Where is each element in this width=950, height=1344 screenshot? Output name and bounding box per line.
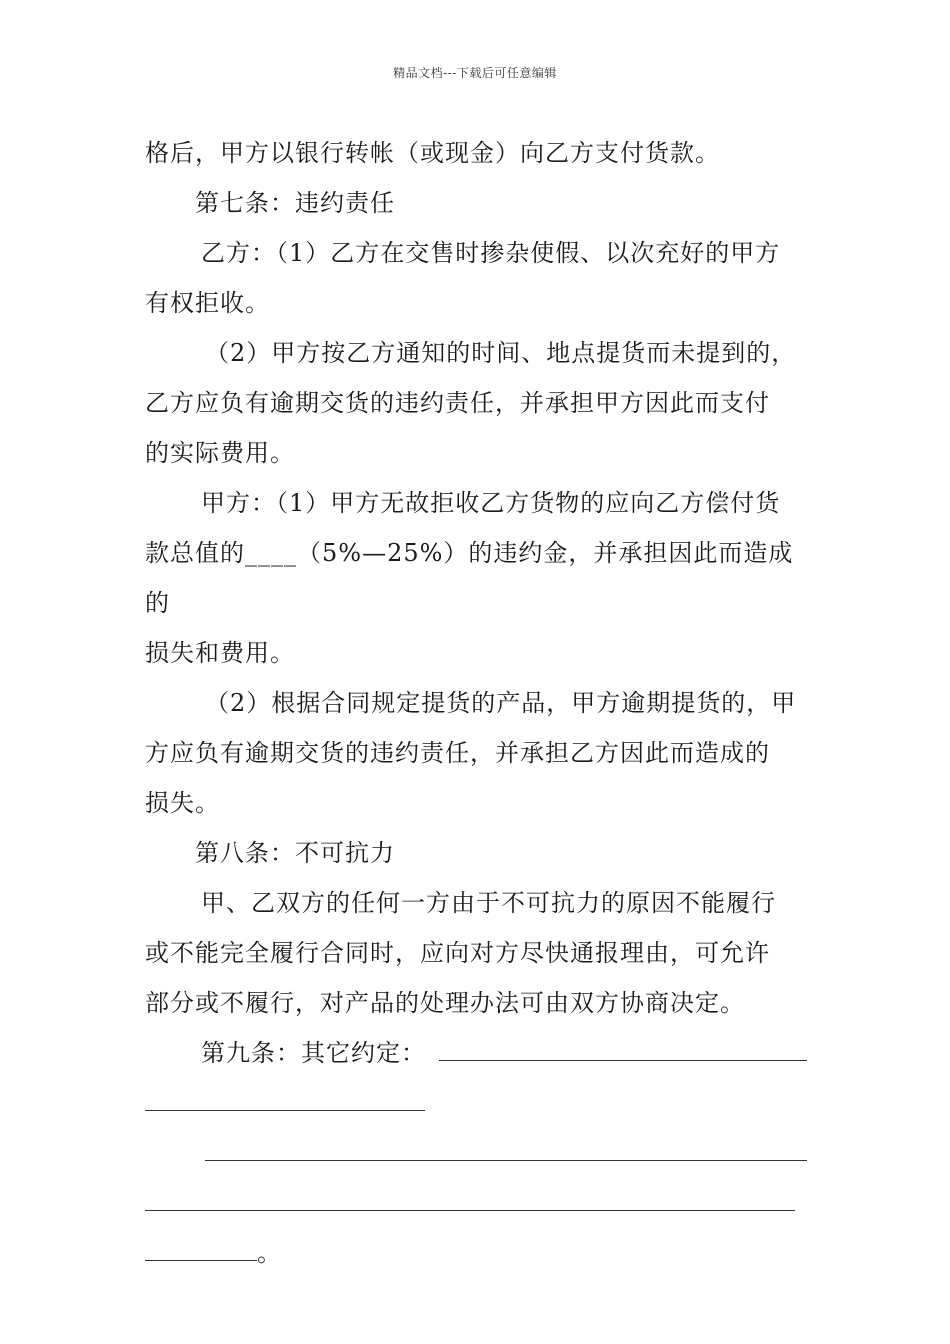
blank-line-2[interactable]	[145, 1110, 425, 1111]
blank-row-2	[145, 1078, 807, 1128]
blank-row-4	[145, 1178, 807, 1228]
final-period: 。	[257, 1239, 282, 1267]
blank-line-1[interactable]	[439, 1060, 807, 1061]
jiafang-clause-1-line1: 甲方：（1）甲方无故拒收乙方货物的应向乙方偿付货	[201, 489, 781, 517]
yifang-clause-1-line1: 乙方：（1）乙方在交售时掺杂使假、以次充好的甲方	[201, 239, 781, 267]
yifang-clause-2-line3: 的实际费用。	[145, 439, 295, 467]
jiafang-clause-1-line3: 损失和费用。	[145, 639, 295, 667]
article-8-title: 第八条：不可抗力	[195, 839, 395, 867]
article-8-line3: 部分或不履行，对产品的处理办法可由双方协商决定。	[145, 989, 745, 1017]
blank-line-5[interactable]	[145, 1260, 257, 1261]
article-9-row	[145, 1028, 807, 1078]
blank-row-5	[145, 1228, 807, 1278]
page-header: 精品文档---下载后可任意编辑	[393, 66, 557, 80]
article-8-line1: 甲、乙双方的任何一方由于不可抗力的原因不能履行	[201, 889, 776, 917]
document-body	[145, 128, 807, 1278]
article-7-title: 第七条：违约责任	[195, 189, 395, 217]
article-9-title: 第九条：其它约定：	[201, 1039, 426, 1067]
blank-line-3[interactable]	[205, 1160, 807, 1161]
paragraph-payment: 格后，甲方以银行转帐（或现金）向乙方支付货款。	[145, 139, 720, 167]
jiafang-clause-2-line2: 方应负有逾期交货的违约责任，并承担乙方因此而造成的	[145, 739, 770, 767]
jiafang-clause-2-line3: 损失。	[145, 789, 220, 817]
blank-row-3	[145, 1128, 807, 1178]
blank-line-4[interactable]	[145, 1210, 795, 1211]
jiafang-clause-2-line1: （2）根据合同规定提货的产品，甲方逾期提货的，甲	[205, 689, 797, 717]
jiafang-clause-1-line2: 款总值的____（5%—25%）的违约金，并承担因此而造成的	[145, 539, 794, 617]
yifang-clause-2-line2: 乙方应负有逾期交货的违约责任，并承担甲方因此而支付	[145, 389, 770, 417]
yifang-clause-1-line2: 有权拒收。	[145, 289, 270, 317]
yifang-clause-2-line1: （2）甲方按乙方通知的时间、地点提货而未提到的，	[205, 339, 797, 367]
article-8-line2: 或不能完全履行合同时，应向对方尽快通报理由，可允许	[145, 939, 770, 967]
